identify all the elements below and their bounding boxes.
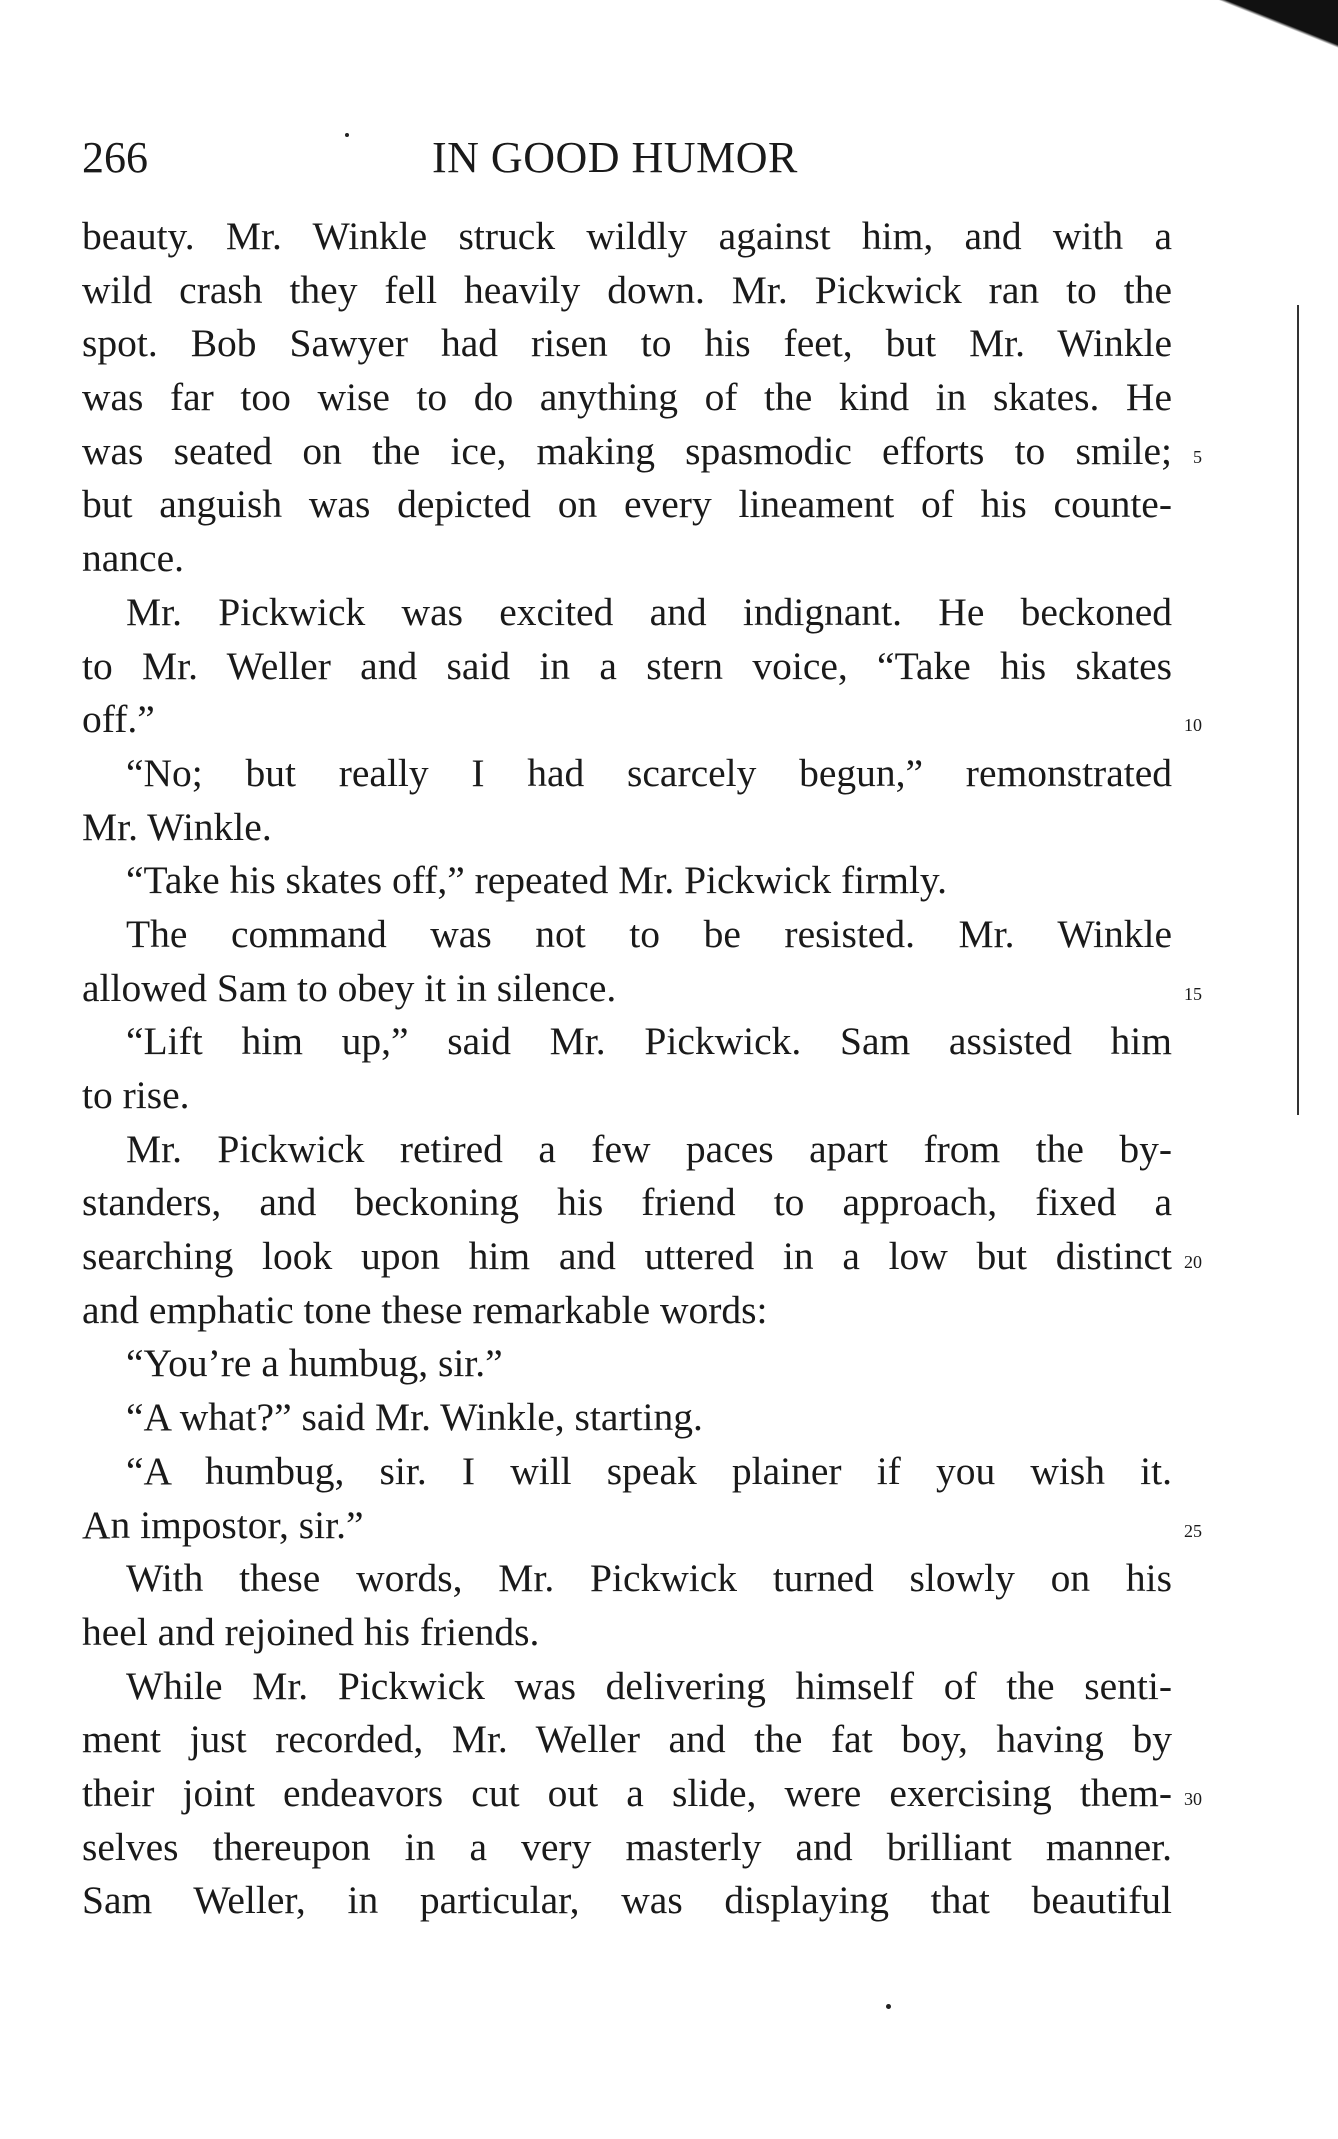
text-line-content: allowed Sam to obey it in silence. (82, 965, 617, 1010)
text-line (82, 1337, 1172, 1391)
line-number: 20 (1184, 1252, 1202, 1273)
text-line (82, 1123, 1172, 1177)
text-line-content: The command was not to be resisted. Mr. Winkle (126, 911, 1172, 956)
line-number: 5 (1193, 446, 1202, 467)
text-line (82, 1391, 1172, 1445)
page-edge-line (1297, 305, 1299, 1115)
text-line-content: “You’re a humbug, sir.” (126, 1341, 503, 1386)
text-line (82, 264, 1172, 318)
text-line-content: “A humbug, sir. I will speak plainer if you wish it. (126, 1448, 1172, 1493)
text-line (82, 854, 1172, 908)
text-line (82, 1445, 1172, 1499)
text-line-content: spot. Bob Sawyer had risen to his feet, but Mr. Winkle (82, 321, 1172, 366)
text-line-content: “No; but really I had scarcely begun,” remonstrated (126, 750, 1172, 795)
text-line-content: Sam Weller, in particular, was displaying that beautiful (82, 1878, 1172, 1923)
text-line (82, 693, 1202, 747)
scan-speck (886, 2004, 891, 2009)
page-number: 266 (82, 133, 148, 182)
text-line (82, 371, 1172, 425)
text-line (82, 1015, 1172, 1069)
scan-corner-shadow (1138, 0, 1338, 80)
text-line (82, 1499, 1202, 1553)
text-line (82, 586, 1172, 640)
text-line (82, 908, 1172, 962)
text-line-content: ment just recorded, Mr. Weller and the fat boy, having by (82, 1717, 1172, 1762)
text-line (82, 1552, 1172, 1606)
text-line (82, 1874, 1172, 1928)
text-line-content: to Mr. Weller and said in a stern voice, “Take his skates (82, 643, 1172, 688)
text-line-content: standers, and beckoning his friend to approach, fixed a (82, 1180, 1172, 1225)
text-line (82, 962, 1202, 1016)
text-line (82, 317, 1172, 371)
text-line-content: heel and rejoined his friends. (82, 1609, 540, 1654)
text-line-content: Mr. Winkle. (82, 804, 272, 849)
text-line (82, 1767, 1202, 1821)
text-line (82, 532, 1172, 586)
text-line-content: Mr. Pickwick was excited and indignant. He beckoned (126, 589, 1172, 634)
text-line-content: nance. (82, 536, 184, 581)
text-line-content: their joint endeavors cut out a slide, were exercising them- (82, 1770, 1172, 1815)
text-line (82, 478, 1172, 532)
text-line-content: but anguish was depicted on every lineament of his counte- (82, 482, 1172, 527)
line-number: 25 (1184, 1520, 1202, 1541)
text-line-content: off.” (82, 697, 155, 742)
text-line-content: to rise. (82, 1073, 190, 1117)
text-line (82, 425, 1202, 479)
text-line-content: searching look upon him and uttered in a low but distinct (82, 1234, 1172, 1279)
text-line (82, 1821, 1172, 1875)
text-line-content: wild crash they fell heavily down. Mr. Pickwick ran to the (82, 267, 1172, 312)
text-line-content: “Lift him up,” said Mr. Pickwick. Sam assisted him (126, 1019, 1172, 1064)
body-text (82, 210, 1202, 1928)
text-line (82, 1660, 1172, 1714)
text-line-content: Mr. Pickwick retired a few paces apart from the by- (126, 1126, 1172, 1171)
text-line-content: “Take his skates off,” repeated Mr. Pickwick firmly. (126, 858, 947, 903)
text-line-content: An impostor, sir.” (82, 1502, 364, 1547)
text-line-content: With these words, Mr. Pickwick turned slowly on his (126, 1556, 1172, 1601)
text-line-content: was seated on the ice, making spasmodic efforts to smile; (82, 428, 1172, 473)
text-line (82, 1713, 1172, 1767)
line-number: 10 (1184, 715, 1202, 736)
text-line (82, 1176, 1172, 1230)
text-line (82, 1606, 1172, 1660)
line-number: 15 (1184, 983, 1202, 1004)
text-line (82, 1230, 1202, 1284)
text-line-content: While Mr. Pickwick was delivering himself of the senti- (126, 1663, 1172, 1708)
text-line-content: beauty. Mr. Winkle struck wildly against him, and with a (82, 214, 1172, 258)
text-line (82, 801, 1172, 855)
running-head: IN GOOD HUMOR (432, 133, 798, 182)
text-line (82, 747, 1172, 801)
text-line (82, 640, 1172, 694)
text-line-content: “A what?” said Mr. Winkle, starting. (126, 1395, 703, 1440)
page-header (82, 128, 1172, 188)
text-line-content: and emphatic tone these remarkable words: (82, 1287, 768, 1332)
text-line-content: selves thereupon in a very masterly and brilliant manner. (82, 1824, 1172, 1869)
text-line (82, 210, 1172, 264)
text-line (82, 1069, 1172, 1123)
text-line (82, 1284, 1172, 1338)
line-number: 30 (1184, 1788, 1202, 1809)
text-line-content: was far too wise to do anything of the kind in skates. He (82, 375, 1172, 420)
